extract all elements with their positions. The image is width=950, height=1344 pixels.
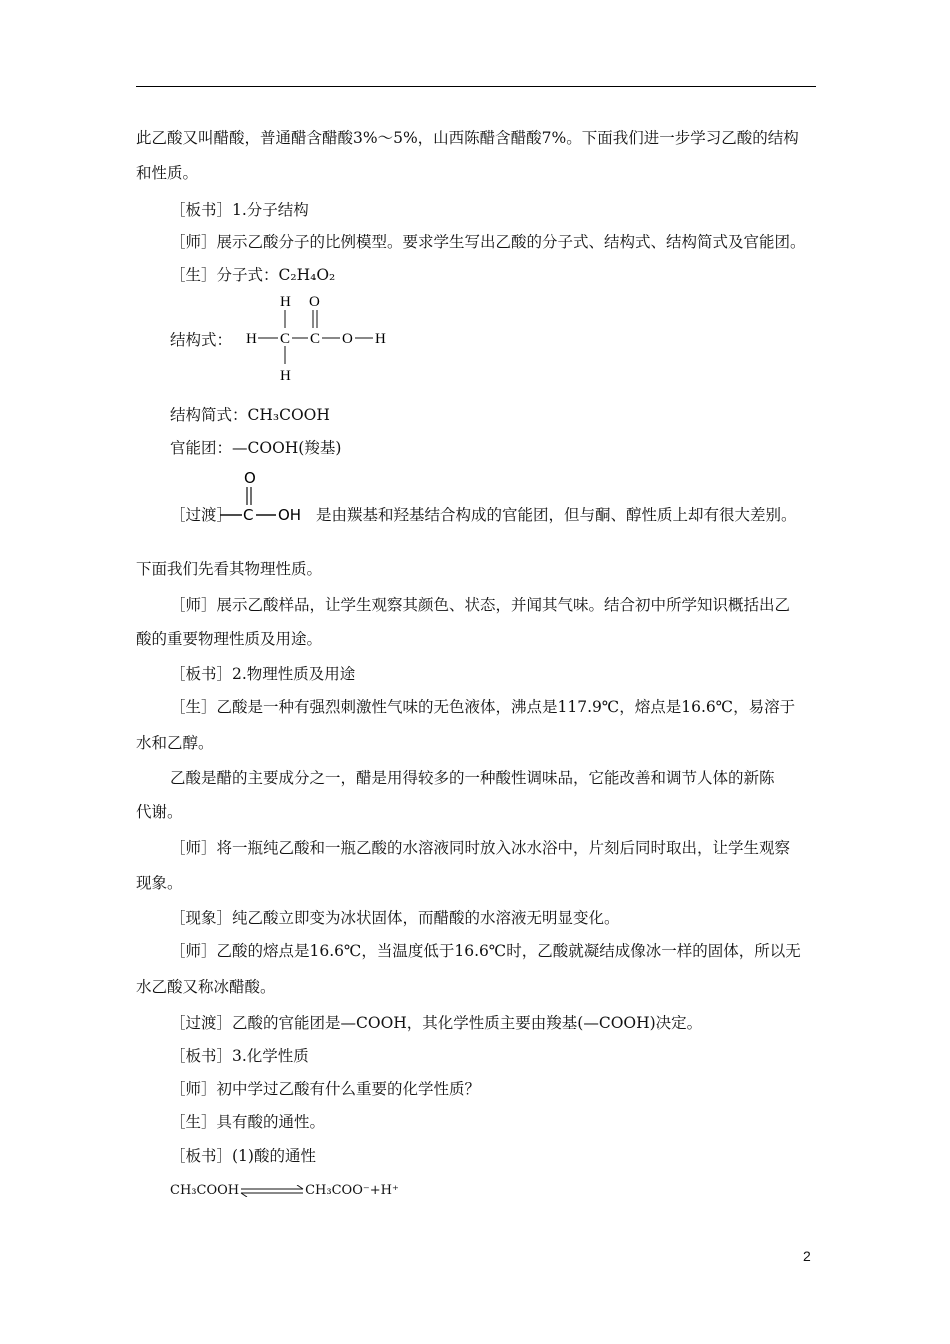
- teacher-line: ［师］乙酸的熔点是16.6℃，当温度低于16.6℃时，乙酸就凝结成像冰一样的固体，所以无: [170, 942, 801, 960]
- board-note-structure: ［板书］1.分子结构: [170, 201, 309, 219]
- phenomenon-line: ［现象］纯乙酸立即变为冰状固体，而醋酸的水溶液无明显变化。: [170, 909, 620, 927]
- student-line: ［生］具有酸的通性。: [170, 1113, 326, 1131]
- formula-label: ［生］分子式：: [170, 266, 279, 284]
- carboxyl-group-diagram: [218, 465, 308, 527]
- atom-c2: C: [310, 331, 321, 347]
- paragraph-line: 和性质。: [136, 164, 199, 182]
- carboxyl-c: C: [243, 506, 254, 524]
- functional-group-line: 官能团：—COOH(羧基): [170, 439, 342, 457]
- structural-formula-label: 结构式：: [170, 331, 233, 349]
- atom-c1: C: [280, 331, 291, 347]
- reversible-arrow-icon: [239, 1185, 305, 1197]
- student-line: ［生］乙酸是一种有强烈刺激性气味的无色液体，沸点是117.9℃，熔点是16.6℃，易溶于: [170, 698, 796, 716]
- atom-o-right: O: [342, 331, 353, 347]
- transition-line: ［过渡］乙酸的官能团是—COOH，其化学性质主要由羧基(—COOH)决定。: [170, 1014, 703, 1032]
- teacher-line: ［师］初中学过乙酸有什么重要的化学性质？: [170, 1080, 481, 1098]
- equation-right: CH₃COO⁻+H⁺: [305, 1183, 399, 1198]
- atom-h-left: H: [246, 331, 257, 347]
- board-note-acid: ［板书］(1)酸的通性: [170, 1147, 316, 1165]
- atom-o-top: O: [309, 294, 320, 310]
- structural-formula-diagram: [240, 288, 410, 388]
- transition-lead: ［过渡］: [170, 506, 233, 524]
- ionization-equation: [170, 1181, 399, 1201]
- paragraph-line: 代谢。: [136, 803, 183, 821]
- page-number: 2: [803, 1248, 811, 1264]
- paragraph-line: 下面我们先看其物理性质。: [136, 560, 323, 578]
- condensed-formula-line: 结构简式：CH₃COOH: [170, 406, 330, 424]
- paragraph-line: 现象。: [136, 874, 183, 892]
- student-formula-line: [170, 265, 335, 285]
- header-rule: [136, 86, 816, 87]
- carboxyl-oh: OH: [278, 506, 302, 524]
- molecular-formula: C₂H₄O₂: [278, 266, 336, 284]
- atom-h-bottom: H: [280, 368, 291, 384]
- board-note-physical: ［板书］2.物理性质及用途: [170, 665, 356, 683]
- teacher-line: ［师］展示乙酸分子的比例模型。要求学生写出乙酸的分子式、结构式、结构简式及官能团。: [170, 233, 806, 251]
- board-note-chemical: ［板书］3.化学性质: [170, 1047, 309, 1065]
- atom-h-right: H: [375, 331, 386, 347]
- paragraph-line: 水和乙醇。: [136, 734, 214, 752]
- paragraph-line: 水乙酸又称冰醋酸。: [136, 978, 276, 996]
- atom-h-top: H: [280, 294, 291, 310]
- transition-tail: 是由羰基和羟基结合构成的官能团，但与酮、醇性质上却有很大差别。: [316, 506, 797, 524]
- paragraph-line: 酸的重要物理性质及用途。: [136, 630, 323, 648]
- equation-left: CH₃COOH: [170, 1183, 240, 1198]
- carboxyl-o-top: O: [244, 469, 256, 487]
- paragraph-line: 乙酸是醋的主要成分之一，醋是用得较多的一种酸性调味品，它能改善和调节人体的新陈: [170, 769, 775, 787]
- paragraph-line: 此乙酸又叫醋酸，普通醋含醋酸3%～5%，山西陈醋含醋酸7%。下面我们进一步学习乙酸的结构: [136, 129, 799, 147]
- teacher-line: ［师］将一瓶纯乙酸和一瓶乙酸的水溶液同时放入冰水浴中，片刻后同时取出，让学生观察: [170, 839, 791, 857]
- teacher-line: ［师］展示乙酸样品，让学生观察其颜色、状态，并闻其气味。结合初中所学知识概括出乙: [170, 596, 791, 614]
